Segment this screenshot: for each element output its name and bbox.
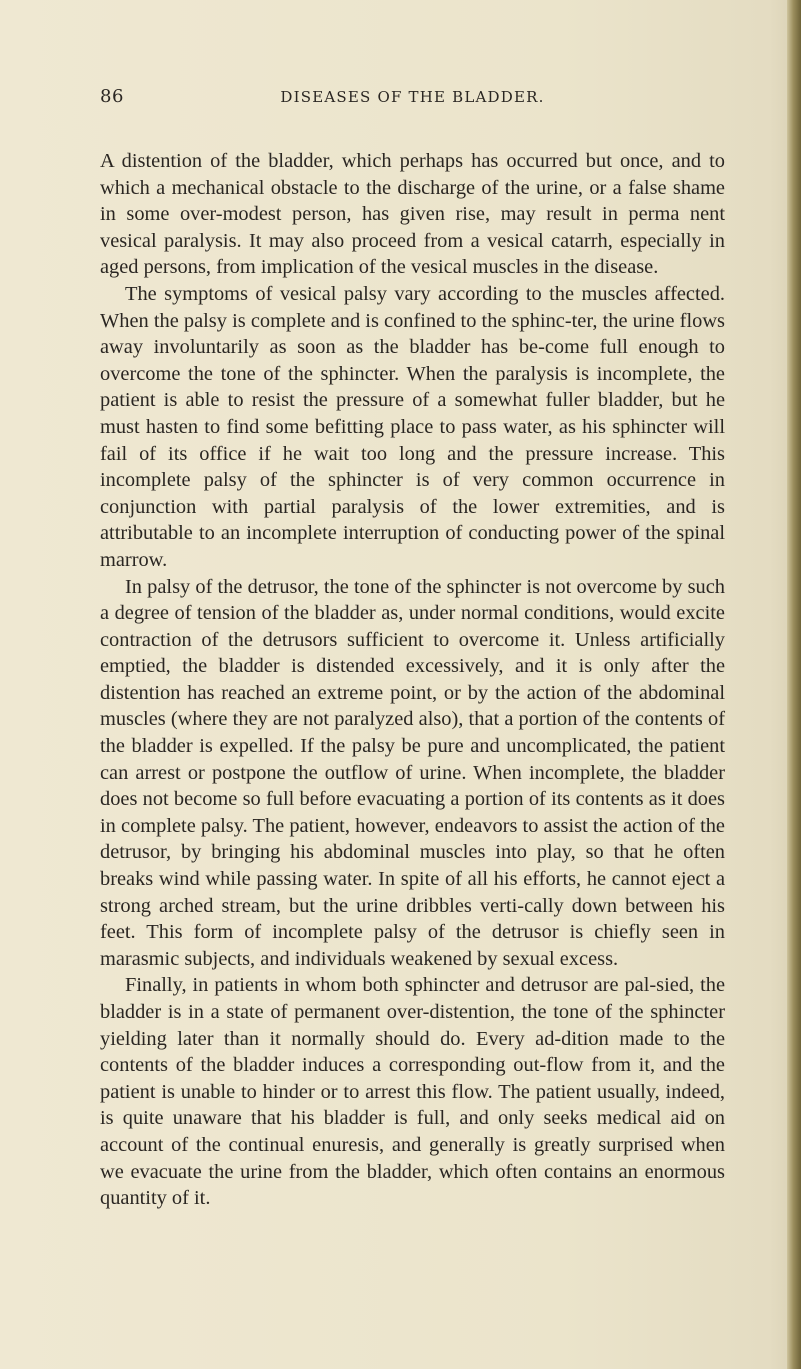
- paragraph-1: A distention of the bladder, which perhaps has occurred but once, and to which a mechanical obstacle to the discharge of the urine, or a false shame in some over-modest person, has given rise, may result in perma nent vesical paralysis. It may also proceed from a vesical catarrh, especially in aged persons, from implication of the vesical muscles in the disease.: [100, 150, 725, 279]
- paragraph-4: Finally, in patients in whom both sphincter and detrusor are pal-sied, the bladder is in a state of permanent over-distention, the tone of the sphincter yielding later than it normally should do. Every ad-dition made to the contents of the bladder induces a corresponding out-flow from it, and the patient is unable to hinder or to arrest this flow. The patient usually, indeed, is quite unaware that his bladder is full, and only seeks medical aid on account of the continual enuresis, and generally is greatly surprised when we evacuate the urine from the bladder, which often contains an enormous quantity of it.: [100, 974, 725, 1210]
- paragraph-3: In palsy of the detrusor, the tone of the sphincter is not overcome by such a degree of tension of the bladder as, under normal conditions, would excite contraction of the detrusors sufficient to overcome it. Unless artificially emptied, the bladder is distended excessively, and it is only after the distention has reached an extreme point, or by the action of the abdominal muscles (where they are not paralyzed also), that a portion of the contents of the bladder is expelled. If the palsy be pure and uncomplicated, the patient can arrest or postpone the outflow of urine. When incomplete, the bladder does not become so full before evacuating a portion of its contents as it does in complete palsy. The patient, however, endeavors to assist the action of the detrusor, by bringing his abdominal muscles into play, so that he often breaks wind while passing water. In spite of all his efforts, he cannot eject a strong arched stream, but the urine dribbles verti-cally down between his feet. This form of incomplete palsy of the detrusor is chiefly seen in marasmic subjects, and individuals weakened by sexual excess.: [100, 575, 725, 970]
- paragraph-2: The symptoms of vesical palsy vary according to the muscles affected. When the palsy is complete and is confined to the sphinc-ter, the urine flows away involuntarily as soon as the bladder has be-come full enough to overcome the tone of the sphincter. When the paralysis is incomplete, the patient is able to resist the pressure of a somewhat fuller bladder, but he must hasten to find some befitting place to pass water, as his sphincter will fail of its office if he wait too long and the pressure increase. This incomplete palsy of the sphincter is of very common occurrence in conjunction with partial paralysis of the lower extremities, and is attributable to an incomplete interruption of conducting power of the spinal marrow.: [100, 282, 725, 571]
- page-number: 86: [100, 86, 124, 107]
- running-head: DISEASES OF THE BLADDER.: [280, 88, 545, 106]
- page-header: [100, 86, 725, 116]
- body-text: [100, 148, 725, 1212]
- page-edge: [787, 0, 801, 1369]
